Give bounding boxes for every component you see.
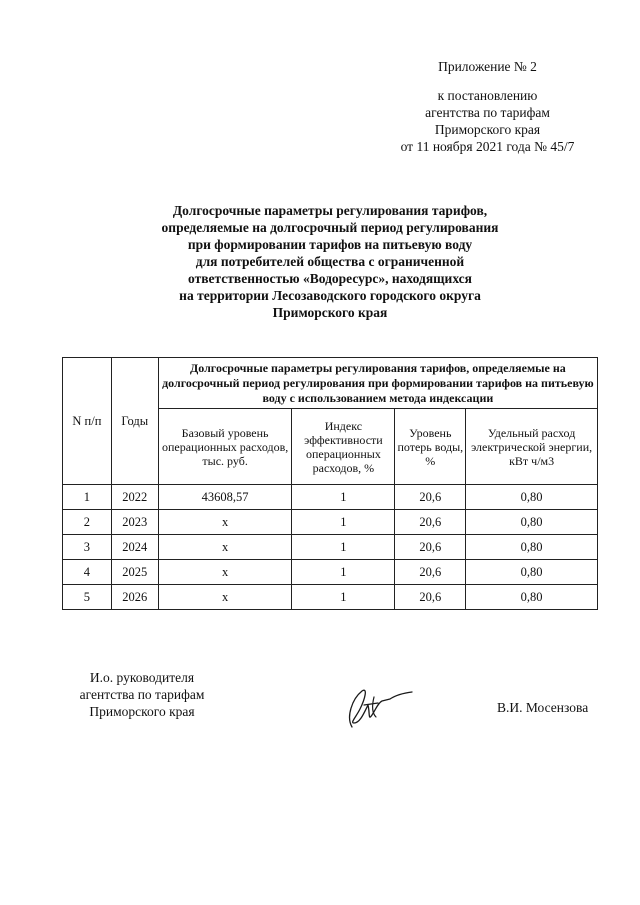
tariff-parameters-table xyxy=(62,357,598,610)
table-row xyxy=(63,485,598,510)
document-title xyxy=(110,202,550,321)
cell-number: 2 xyxy=(63,510,112,535)
table-row xyxy=(63,560,598,585)
header-water-loss: Уровень потерь воды, % xyxy=(395,409,466,485)
title-line: при формировании тарифов на питьевую воду xyxy=(187,237,473,252)
title-line: на территории Лесозаводского городского округа xyxy=(179,288,481,303)
header-parameters-group: Долгосрочные параметры регулирования тарифов, определяемые на долгосрочный период регулирования при формировании тарифов на питьевую воду с использованием метода индексации xyxy=(158,358,597,409)
header-row-number: N п/п xyxy=(63,358,112,485)
cell-number: 4 xyxy=(63,560,112,585)
cell-energy-consumption: 0,80 xyxy=(466,585,598,610)
cell-water-loss: 20,6 xyxy=(395,585,466,610)
cell-energy-consumption: 0,80 xyxy=(466,510,598,535)
cell-base-opex: x xyxy=(158,560,292,585)
header-base-opex: Базовый уровень операционных расходов, тыс. руб. xyxy=(158,409,292,485)
table-row xyxy=(63,510,598,535)
cell-number: 5 xyxy=(63,585,112,610)
header-efficiency-index: Индекс эффективности операционных расходов, % xyxy=(292,409,395,485)
cell-year: 2022 xyxy=(111,485,158,510)
handwritten-signature xyxy=(338,683,414,729)
appendix-line: к постановлению xyxy=(437,88,538,103)
appendix-number: Приложение № 2 xyxy=(438,59,537,74)
table-row xyxy=(63,585,598,610)
cell-efficiency-index: 1 xyxy=(292,560,395,585)
table-row xyxy=(63,535,598,560)
appendix-block xyxy=(380,58,595,155)
title-line: ответственностью «Водоресурс», находящихся xyxy=(188,271,472,286)
title-line: определяемые на долгосрочный период регулирования xyxy=(161,220,499,235)
signatory-position xyxy=(62,669,222,720)
position-line: Приморского края xyxy=(89,704,195,719)
cell-energy-consumption: 0,80 xyxy=(466,560,598,585)
cell-energy-consumption: 0,80 xyxy=(466,535,598,560)
cell-number: 3 xyxy=(63,535,112,560)
cell-base-opex: x xyxy=(158,535,292,560)
position-line: И.о. руководителя xyxy=(89,670,195,685)
cell-water-loss: 20,6 xyxy=(395,510,466,535)
cell-year: 2026 xyxy=(111,585,158,610)
appendix-line: агентства по тарифам xyxy=(425,105,550,120)
cell-year: 2024 xyxy=(111,535,158,560)
cell-water-loss: 20,6 xyxy=(395,560,466,585)
cell-year: 2025 xyxy=(111,560,158,585)
cell-base-opex: x xyxy=(158,510,292,535)
cell-efficiency-index: 1 xyxy=(292,485,395,510)
title-line: для потребителей общества с ограниченной xyxy=(195,254,465,269)
signatory-name: В.И. Мосензова xyxy=(497,700,589,715)
cell-water-loss: 20,6 xyxy=(395,485,466,510)
cell-efficiency-index: 1 xyxy=(292,585,395,610)
appendix-line: Приморского края xyxy=(434,122,541,137)
header-year: Годы xyxy=(111,358,158,485)
cell-energy-consumption: 0,80 xyxy=(466,485,598,510)
cell-year: 2023 xyxy=(111,510,158,535)
title-line: Долгосрочные параметры регулирования тарифов, xyxy=(172,203,488,218)
cell-base-opex: x xyxy=(158,585,292,610)
cell-number: 1 xyxy=(63,485,112,510)
title-line: Приморского края xyxy=(272,305,388,320)
header-energy-consumption: Удельный расход электрической энергии, кВт ч/м3 xyxy=(466,409,598,485)
position-line: агентства по тарифам xyxy=(79,687,205,702)
cell-water-loss: 20,6 xyxy=(395,535,466,560)
cell-base-opex: 43608,57 xyxy=(158,485,292,510)
cell-efficiency-index: 1 xyxy=(292,535,395,560)
appendix-line: от 11 ноября 2021 года № 45/7 xyxy=(400,139,575,154)
cell-efficiency-index: 1 xyxy=(292,510,395,535)
